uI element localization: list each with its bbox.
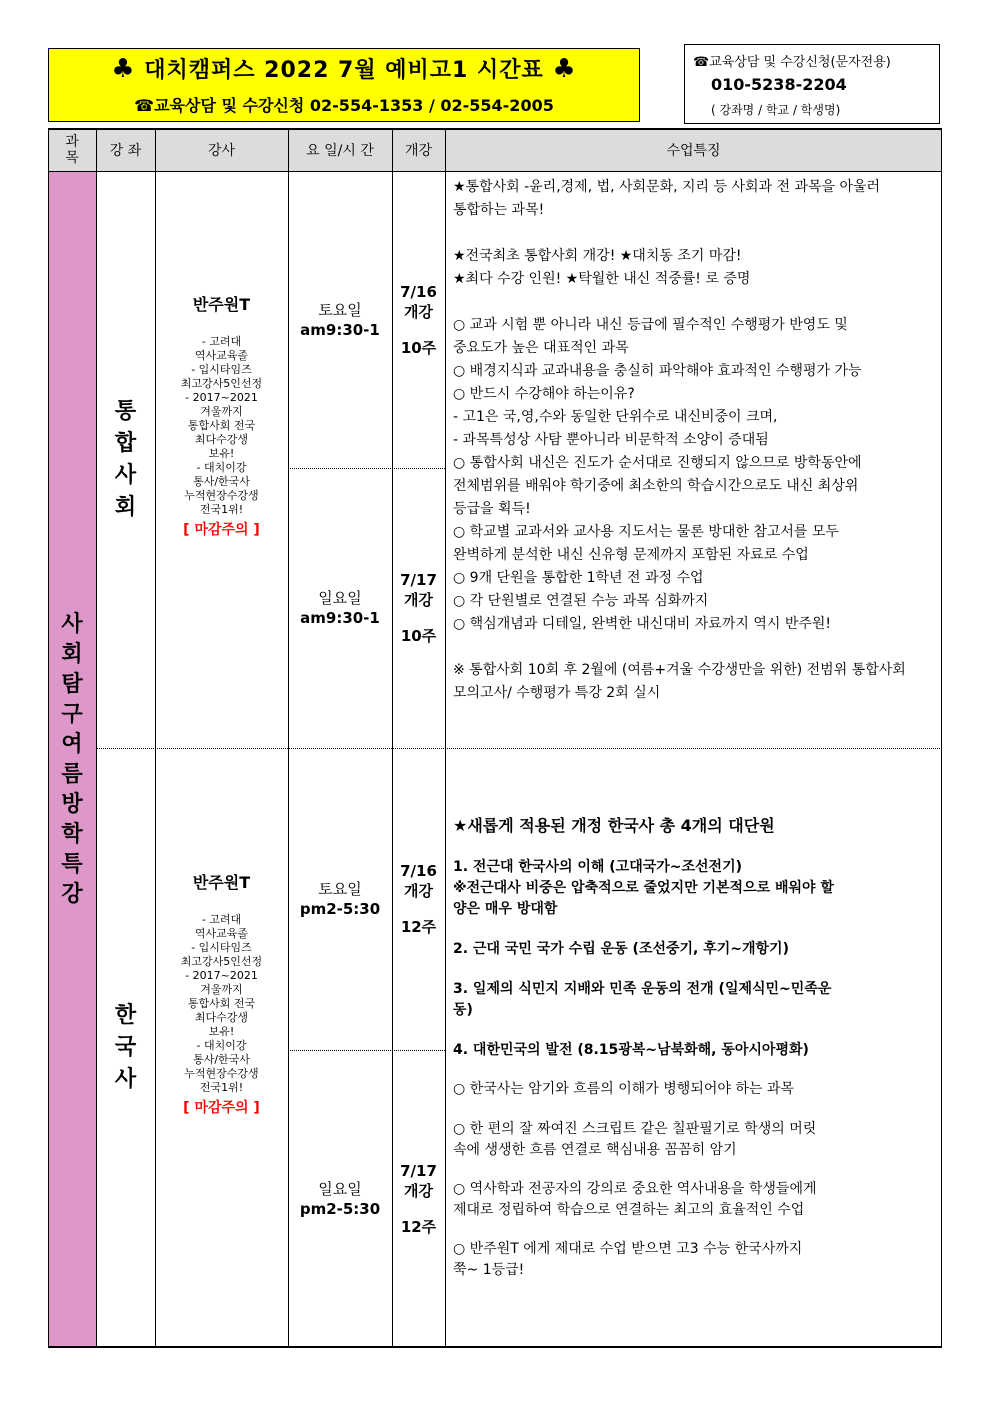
teacher-cell — [155, 172, 288, 748]
club-icon: ♣ — [111, 54, 136, 84]
col-header-teacher: 강사 — [207, 143, 236, 159]
course-cell — [96, 172, 155, 748]
teacher-bio: - 고려대 역사교육졸 - 입시타임즈 최고강사5인선정 - 2017~2021 겨울까지 통합사회 전국 최다수강생 보유! - 대치이강 통사/한국사 누적현장수강생 전국1위! — [180, 912, 263, 1094]
sms-number: 010-5238-2204 — [711, 75, 847, 94]
session-open: 7/17 개강 12주 — [400, 1162, 437, 1236]
col-header-time: 요 일/시 간 — [306, 143, 374, 159]
col-header-course: 강 좌 — [109, 143, 142, 159]
features-cell: ★통합사회 -윤리,경제, 법, 사회문화, 지리 등 사회과 전 과목을 아울러 통합하는 과목! ★전국최초 통합사회 개강! ★대치동 조기 마감! ★최다 수강 인원! ★탁월한 내신 적중률! 로 증명 ○ 교과 시험 뿐 아니라 내신 등급에 필수적인 수행평가 반영도 및 중요도가 높은 대표적인 과목 ○ 배경지식과 교과내용을 충실히 파악해야 효과적인 수행평가 가능 ○ 반드시 수강해야 하는이유? - 고1은 국,영,수와 동일한 단위수로 내신비중이 크며, - 과목특성상 사탐 뿐아니라 비문학적 소양이 증대됨 ○ 통합사회 내신은 진도가 순서대로 진행되지 않으므로 방학동안에 전체범위를 배워야 학기중에 최소한의 학습시간으로도 내신 최상위 등급을 획득! ○ 학교별 교과서와 교사용 지도서는 물론 방대한 참고서를 모두 완벽하게 분석한 내신 신유형 문제까지 포함된 자료로 수업 ○ 9개 단원을 통합한 1학년 전 과정 수업 ○ 각 단원별로 연결된 수능 과목 심화까지 ○ 핵심개념과 디테일, 완벽한 내신대비 자료까지 역시 반주원! ※ 통합사회 10회 후 2월에 (여름+겨울 수강생만을 위한) 전범위 통합사회 모의고사/ 수행평가 특강 2회 실시 — [453, 179, 906, 701]
header-banner — [48, 48, 640, 122]
sms-label: ☎교육상담 및 수강신청(문자전용) — [693, 55, 891, 70]
course-name: 한국사 — [114, 1003, 137, 1092]
subject-group-cell — [48, 172, 96, 1348]
col-header-features: 수업특징 — [666, 143, 721, 159]
session-open: 7/16 개강 12주 — [400, 862, 437, 936]
subject-group-label: 사회탐구 여름방학 특강 — [61, 612, 83, 907]
session-open: 7/16 개강 10주 — [400, 283, 437, 357]
teacher-bio: - 고려대 역사교육졸 - 입시타임즈 최고강사5인선정 - 2017~2021 겨울까지 통합사회 전국 최다수강생 보유! - 대치이강 통사/한국사 누적현장수강생 전국1위! — [180, 334, 263, 516]
phone-line: ☎교육상담 및 수강신청 02-554-1353 / 02-554-2005 — [134, 96, 554, 115]
features-cell: ★새롭게 적용된 개정 한국사 총 4개의 대단원 1. 전근대 한국사의 이해 (고대국가~조선전기) ※전근대사 비중은 압축적으로 줄었지만 기본적으로 배워야 할 양은 매우 방대함 2. 근대 국민 국가 수립 운동 (조선중기, 후기~개항기) 3. 일제의 식민지 지배와 민족 운동의 전개 (일제식민~민족운 동) 4. 대한민국의 발전 (8.15광복~남북화해, 동아시아평화) ○ 한국사는 암기와 흐름의 이해가 병행되어야 하는 과목 ○ 한 편의 잘 짜여진 스크립트 같은 칠판필기로 학생의 머릿 속에 생생한 흐름 연결로 핵심내용 꼼꼼히 암기 ○ 역사학과 전공자의 강의로 중요한 역사내용을 학생들에게 제대로 정립하여 학습으로 연결하는 최고의 효율적인 수업 ○ 반주원T 에게 제대로 수업 받으면 고3 수능 한국사까지 쭉~ 1등급! — [453, 816, 834, 1278]
teacher-name: 반주원T — [192, 294, 251, 314]
session-time: 일요일 am9:30-1 — [300, 589, 380, 627]
teacher-cell — [155, 748, 288, 1348]
club-icon: ♣ — [552, 54, 577, 84]
closing-soon-badge: [ 마감주의 ] — [183, 521, 260, 538]
timetable — [48, 128, 942, 1348]
session-open: 7/17 개강 10주 — [400, 571, 437, 645]
course-cell — [96, 748, 155, 1348]
session-time: 일요일 pm2-5:30 — [299, 1180, 381, 1218]
teacher-name: 반주원T — [192, 872, 251, 892]
closing-soon-badge: [ 마감주의 ] — [183, 1099, 260, 1116]
title-text: 대치캠퍼스 2022 7월 예비고1 시간표 — [144, 58, 544, 83]
sms-contact-box — [684, 44, 940, 124]
sms-format: ( 강좌명 / 학교 / 학생명) — [711, 103, 841, 117]
page-title — [49, 53, 639, 84]
col-header-subject: 과 목 — [65, 134, 79, 166]
session-time: 토요일 am9:30-1 — [300, 301, 380, 339]
session-time: 토요일 pm2-5:30 — [299, 880, 381, 918]
course-name: 통합사회 — [114, 399, 137, 520]
col-header-open: 개강 — [404, 143, 433, 159]
